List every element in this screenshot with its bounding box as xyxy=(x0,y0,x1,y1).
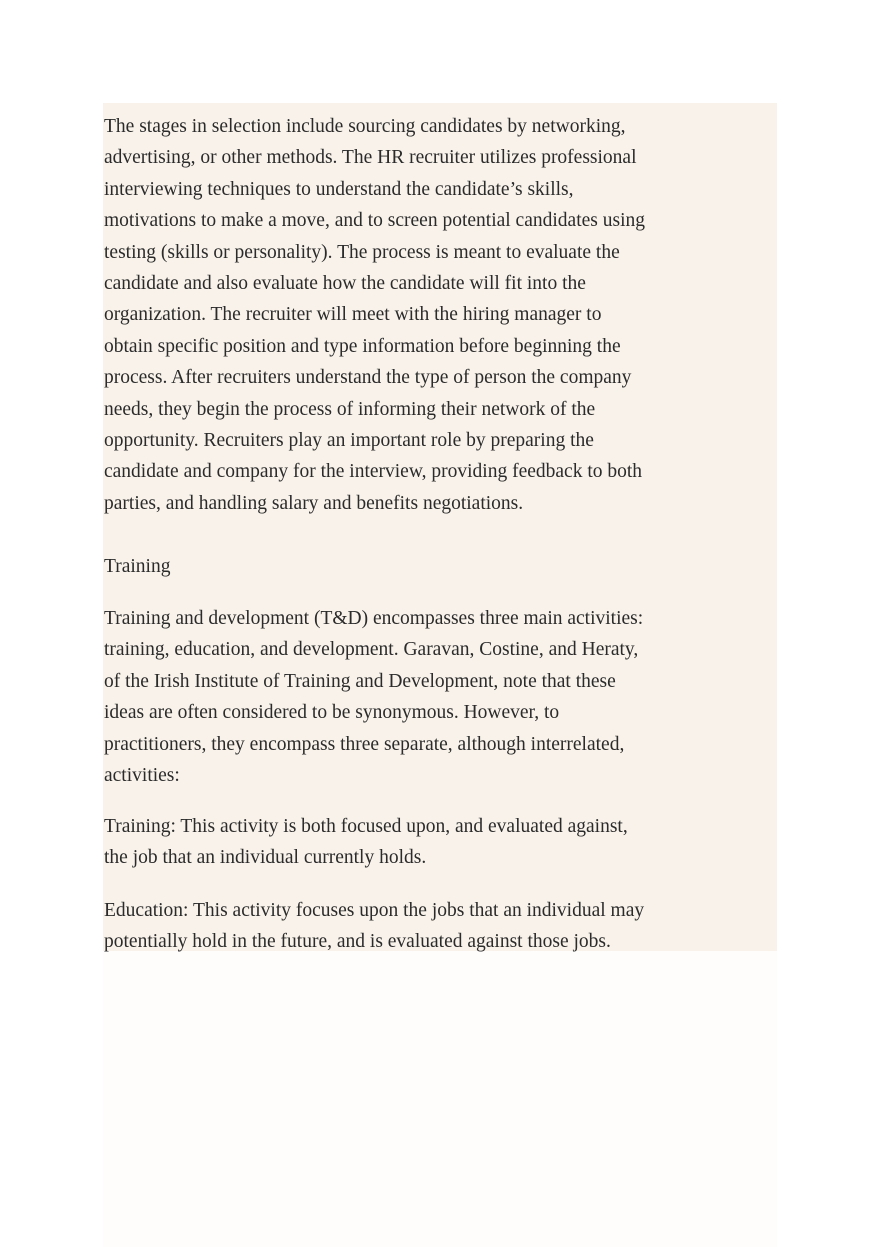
training-development-paragraph: Training and development (T&D) encompasses three main activities: training, education, and development. Garavan, Costine, and Heraty, of the Irish Institute of Training and Development, note that these ideas are often considered to be synonymous. However, to practitioners, they encompass three separate, although interrelated, activities: xyxy=(104,608,644,787)
lower-page-area xyxy=(103,951,777,1247)
education-definition-paragraph: Education: This activity focuses upon the jobs that an individual may potentially hold in the future, and is evaluated against those jobs. xyxy=(104,900,645,953)
selection-paragraph: The stages in selection include sourcing candidates by networking, advertising, or other methods. The HR recruiter utilizes professional interviewing techniques to understand the candidate’s skills, motivations to make a move, and to screen potential candidates using testing (skills or personality). The process is meant to evaluate the candidate and also evaluate how the candidate will fit into the organization. The recruiter will meet with the hiring manager to obtain specific position and type information before beginning the process. After recruiters understand the type of person the company needs, they begin the process of informing their network of the opportunity. Recruiters play an important role by preparing the candidate and company for the interview, providing feedback to both parties, and handling salary and benefits negotiations. xyxy=(104,116,645,514)
training-definition-paragraph: Training: This activity is both focused upon, and evaluated against, the job that an individual currently holds. xyxy=(104,816,628,869)
training-heading: Training xyxy=(104,556,171,577)
